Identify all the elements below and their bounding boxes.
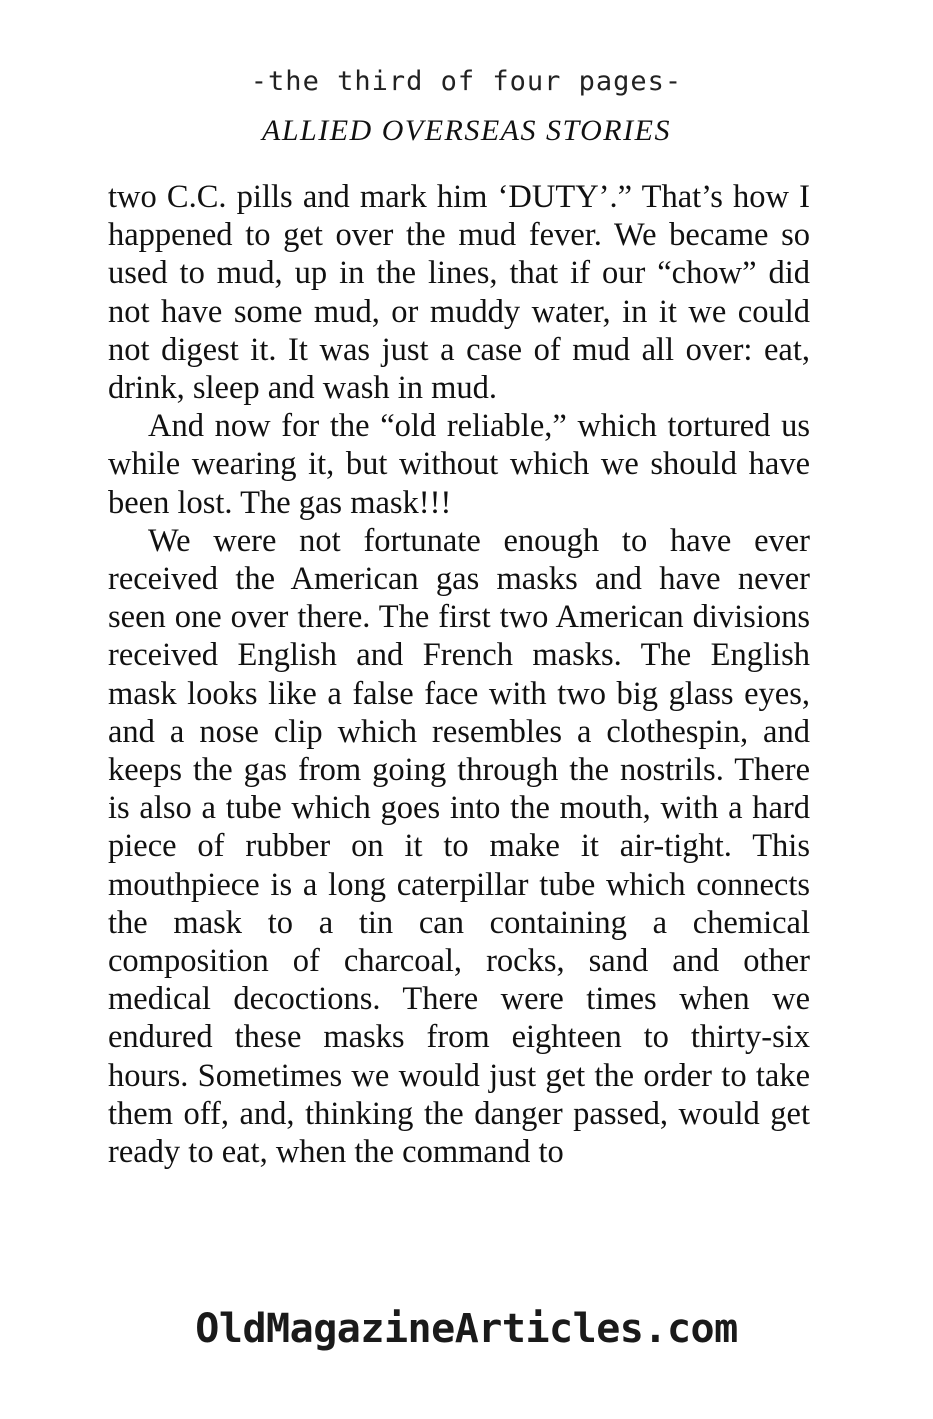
article-body [108, 178, 810, 1171]
paragraph-3: We were not fortunate enough to have ever received the American gas masks and have never seen one over there. The first two American divisions received English and French masks. The English mask looks like a false face with two big glass eyes, and a nose clip which resembles a clothespin, and keeps the gas from going through the nostrils. There is also a tube which goes into the mouth, with a hard piece of rubber on it to make it air-tight. This mouthpiece is a long caterpillar tube which connects the mask to a tin can containing a chemical composition of charcoal, rocks, sand and other medical decoctions. There were times when we endured these masks from eighteen to thirty-six hours. Sometimes we would just get the order to take them off, and, thinking the danger passed, would get ready to eat, when the command to [108, 522, 810, 1171]
site-watermark: OldMagazineArticles.com [195, 1306, 738, 1352]
running-head: ALLIED OVERSEAS STORIES [262, 114, 671, 147]
page-count-note: -the third of four pages- [250, 66, 683, 97]
paragraph-2: And now for the “old reliable,” which tortured us while wearing it, but without which we should have been lost. The gas mask!!! [108, 408, 810, 521]
paragraph-1: two C.C. pills and mark him ‘DUTY’.” That’s how I happened to get over the mud fever. We became so used to mud, up in the lines, that if our “chow” did not have some mud, or muddy water, in it we could not digest it. It was just a case of mud all over: eat, drink, sleep and wash in mud. [108, 179, 810, 407]
